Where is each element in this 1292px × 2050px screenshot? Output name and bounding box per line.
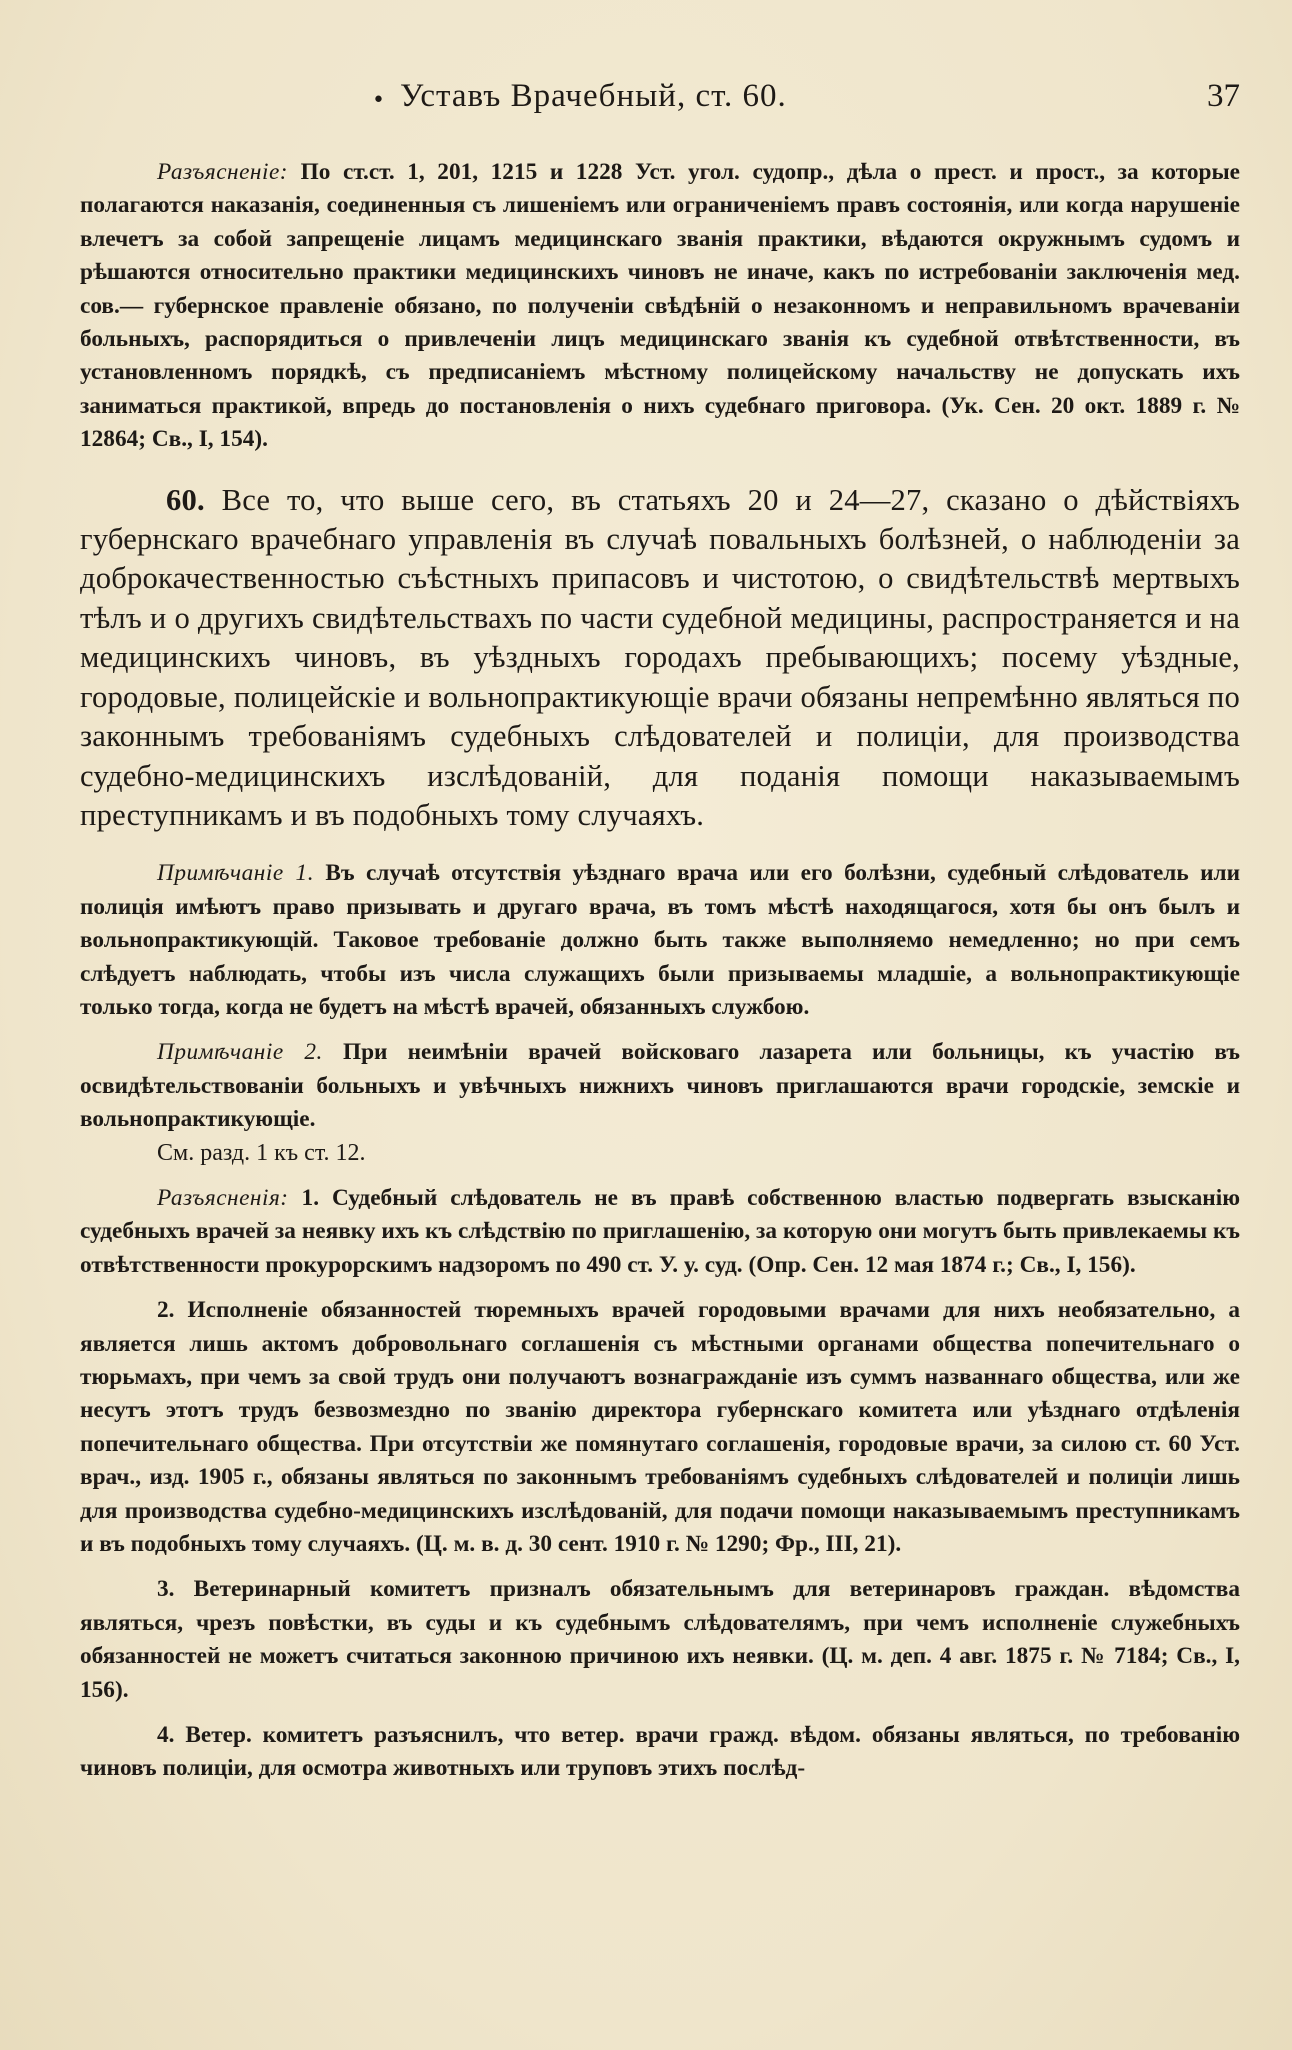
note-2-label: Примѣчаніе 2. <box>157 1039 323 1066</box>
article-text: Все то, что выше сего, въ статьяхъ 20 и 24—27, сказано о дѣйствіяхъ губернскаго врачебнаго управленія въ случаѣ повальныхъ болѣзней, о наблюденіи за доброкачественностью съѣстныхъ припасовъ и чистотою, о свидѣтельствѣ мертвыхъ тѣлъ и о другихъ свидѣтельствахъ по части судебной медицины, распространяется и на медицинскихъ чиновъ, въ уѣздныхъ городахъ пребывающихъ; посему уѣздные, городовые, полицейскіе и вольнопрактикующіе врачи обязаны непремѣнно являться по законнымъ требованіямъ судебныхъ слѣдователей и полиціи, для производства судебно-медицинскихъ изслѣдованій, для поданія помощи наказываемымъ преступникамъ и въ подобныхъ тому случаяхъ. <box>80 482 1240 832</box>
explanations-item-4: 4. Ветер. комитетъ разъяснилъ, что ветер. врачи гражд. вѣдом. обязаны являться, по требованію чиновъ полиціи, для осмотра животныхъ или труповъ этихъ послѣд- <box>80 1722 1240 1782</box>
running-header <box>80 78 1240 118</box>
note-1-paragraph <box>80 857 1240 1024</box>
page-number: 37 <box>1207 78 1240 114</box>
spacer <box>80 1170 1240 1182</box>
header-title: Уставъ Врачебный, ст. 60. <box>400 78 787 114</box>
spacer <box>80 1282 1240 1294</box>
note-1-label: Примѣчаніе 1. <box>157 860 315 887</box>
spacer <box>80 457 1240 481</box>
explanations-item-1 <box>80 1182 1240 1282</box>
explanations-item-1-text: 1. Судебный слѣдователь не въ правѣ собственною властью подвергать взысканію судебныхъ врачей за неявку ихъ къ слѣдствію по приглашенію, за которую они могутъ быть привлекаемы къ отвѣтственности прокурорскимъ надзоромъ по 490 ст. У. у. суд. (Опр. Сен. 12 мая 1874 г.; Св., I, 156). <box>80 1184 1240 1278</box>
explanation-text: По ст.ст. 1, 201, 1215 и 1228 Уст. угол. судопр., дѣла о прест. и прост., за которые полагаются наказанія, соединенныя съ лишеніемъ или ограниченіемъ правъ состоянія, или когда нарушеніе влечетъ за собой запрещеніе лицамъ медицинскаго званія практики, вѣдаются окружнымъ судомъ и рѣшаются относительно практики медицинскихъ чиновъ не иначе, какъ по истребованіи заключенія мед. сов.— губернское правленіе обязано, по полученіи свѣдѣній о незаконномъ и неправильномъ врачеваніи больныхъ, распорядиться о привлеченіи лицъ медицинскаго званія къ судебной отвѣтственности, въ установленномъ порядкѣ, съ предписаніемъ мѣстному полицейскому начальству не допускать ихъ заниматься практикой, впредь до постановленія о нихъ судебнаго приговора. (Ук. Сен. 20 окт. 1889 г. № 12864; Св., I, 154). <box>80 159 1240 453</box>
page-body <box>80 156 1240 1786</box>
explanations-item-2: 2. Исполненіе обязанностей тюремныхъ врачей городовыми врачами для нихъ необязательно, а является лишь актомъ добровольнаго соглашенія съ мѣстными органами общества попечительнаго о тюрьмахъ, при чемъ за свой трудъ они получаютъ вознагражданіе изъ суммъ названнаго общества, или же несутъ этотъ трудъ безвозмездно по званію директора губернскаго комитета или уѣзднаго отдѣленія попечительнаго общества. При отсутствіи же помянутаго соглашенія, городовые врачи, за силою ст. 60 Уст. врач., изд. 1905 г., обязаны являться по законнымъ требованіямъ судебныхъ слѣдователей и полиціи лишь для производства судебно-медицинскихъ изслѣдованій, для подачи помощи наказываемымъ преступникамъ и въ подобныхъ тому случаяхъ. (Ц. м. в. д. 30 сент. 1910 г. № 1290; Фр., III, 21). <box>80 1297 1240 1558</box>
note-2-paragraph <box>80 1036 1240 1136</box>
explanations-item-3: 3. Ветеринарный комитетъ призналъ обязательнымъ для ветеринаровъ граждан. вѣдомства являться, чрезъ повѣстки, въ суды и къ судебнымъ слѣдователямъ, при чемъ исполненіе служебныхъ обязанностей не можетъ считаться законною причиною ихъ неявки. (Ц. м. деп. 4 авг. 1875 г. № 7184; Св., I, 156). <box>80 1576 1240 1703</box>
spacer <box>80 1561 1240 1573</box>
note-1-text: Въ случаѣ отсутствія уѣзднаго врача или его болѣзни, судебный слѣдователь или полиція имѣютъ право призывать и другаго врача, въ томъ мѣстѣ находящагося, хотя бы онъ былъ и вольнопрактикующій. Таковое требованіе должно быть также выполняемо немедленно; но при семъ слѣдуетъ наблюдать, чтобы изъ числа служащихъ были призываемы младшіе, а вольнопрактикующіе только тогда, когда не будетъ на мѣстѣ врачей, обязанныхъ службою. <box>80 860 1240 1020</box>
header-ornament-dot: • <box>372 88 385 113</box>
explanations-label: Разъясненія: <box>157 1184 289 1211</box>
explanation-label: Разъясненіе: <box>157 159 289 185</box>
spacer <box>80 1024 1240 1036</box>
article-60-paragraph <box>80 481 1240 836</box>
explanation-paragraph <box>80 156 1240 457</box>
see-also-reference: См. разд. 1 къ ст. 12. <box>157 1139 366 1166</box>
article-number: 60. <box>166 482 205 517</box>
note-2-text: При неимѣніи врачей войсковаго лазарета или больницы, къ участію въ освидѣтельствованіи больныхъ и увѣчныхъ нижнихъ чиновъ приглашаются врачи городскіе, земскіе и вольнопрактикующіе. <box>80 1039 1240 1133</box>
spacer <box>80 835 1240 857</box>
spacer <box>80 1707 1240 1719</box>
